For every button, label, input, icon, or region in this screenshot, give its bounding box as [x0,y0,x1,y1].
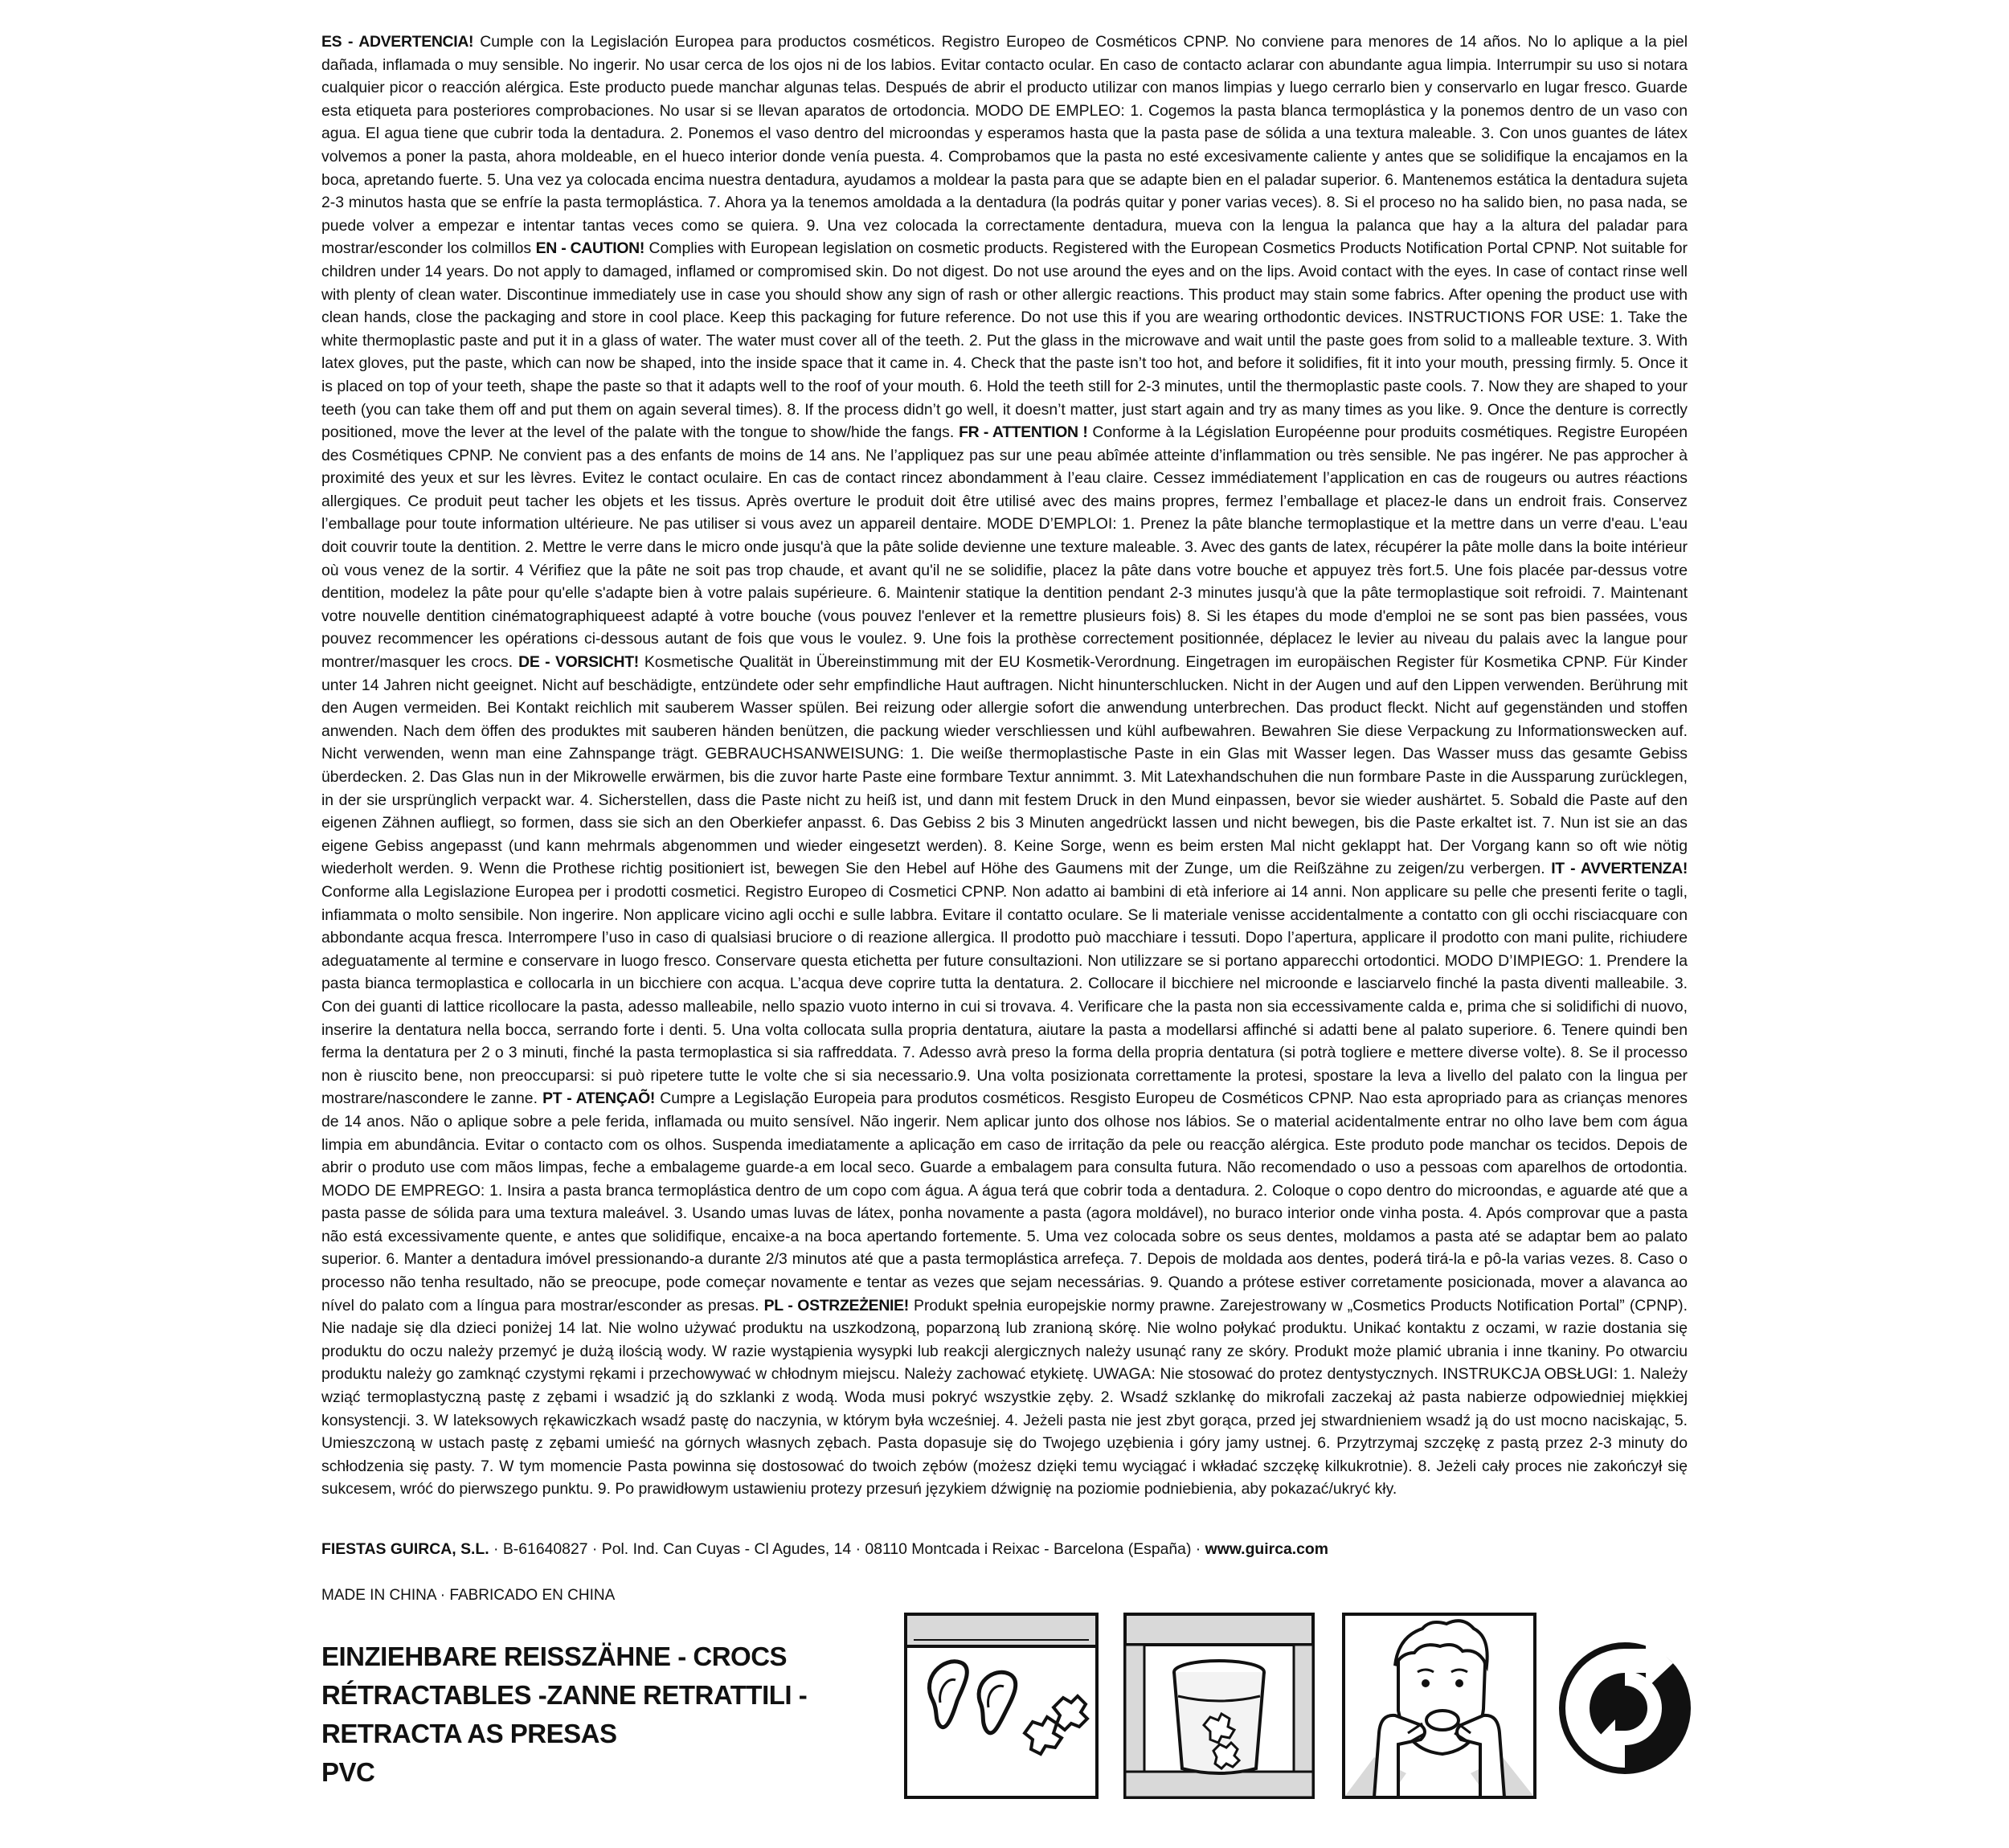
warning-text-pt: Cumpre a Legislação Europeia para produtos cosméticos. Resgisto Europeu de Cosméticos CPNP. Nao esta apropriado para as crianças menores de 14 anos. Não o aplique sobre a pele ferida, inflamada ou muito sensível. Não ingerir. Nem aplicar junto dos olhose nos lábios. Se o material acidentalmente entrar no olho lave bem com água limpia em abundância. Evitar o contacto com os olhos. Suspenda imediatamente a aplicação em caso de irritação da pele ou reacção alérgica. Este produto pode manchar os tecidos. Depois de abrir o produto use com mãos limpas, feche a embalageme guarde-a em local seco. Guarde a embalagem para consulta futura. Não recomendado o uso a pessoas com aparelhos de ortodontia. MODO DE EMPREGO: 1. Insira a pasta branca termoplástica dentro de um copo com água. A água terá que cobrir toda a dentadura. 2. Coloque o copo dentro do microondas, e aguarde até que a pasta passe de sólida para uma textura maleável. 3. Usando umas luvas de látex, ponha novamente a pasta (agora moldável), no buraco interior onde vinha posta. 4. Após comprovar que a pasta não está excessivamente quente, e antes que solidifique, encaixe-a na boca apertando fortemente. 5. Uma vez colocada sobre os seus dentes, moldamos a pasta até se adaptar bem ao palato superior. 6. Manter a dentadura imóvel pressionando-a durante 2/3 minutos até que a pasta termoplástica arrefeça. 7. Depois de moldada aos dentes, poderá tirá-la e pô-la varias vezes. 8. Caso o processo não tenha resultado, não se preocupe, pode começar novamente e tentar as vezes que sejam necessárias. 9. Quando a prótese estiver corretamente posicionada, mover a alavanca ao nível do palato com a língua para mostrar/esconder as presas. [321,1090,1688,1314]
warning-label-es: ES - ADVERTENCIA! [321,33,474,51]
company-website: www.guirca.com [1205,1540,1329,1558]
warning-text-en: Complies with European legislation on cosmetic products. Registered with the European Cosmetics Products Notification Portal CPNP. Not suitable for children under 14 years. Do not apply to damaged, inflamed or compromised skin. Do not digest. Do not use around the eyes and on the lips. Avoid contact with the eyes. In case of contact rinse well with plenty of clean water. Discontinue immediately use in case you should show any sign of rash or other allergic reactions. This product may stain some fabrics. After opening the product use with clean hands, close the packaging and store in cool place. Keep this packaging for future reference. Do not use this if you are wearing orthodontic devices. INSTRUCTIONS FOR USE: 1. Take the white thermoplastic paste and put it in a glass of water. The water must cover all of the teeth. 2. Put the glass in the microwave and wait until the paste goes from solid to a malleable texture. 3. With latex gloves, put the paste, which can now be shaped, into the inside space that it came in. 4. Check that the paste isn’t too hot, and before it solidifies, fit it into your mouth, pressing firmly. 5. Once it is placed on top of your teeth, shape the paste so that it adapts well to the roof of your mouth. 6. Hold the teeth still for 2-3 minutes, until the thermoplastic paste cools. 7. Now they are shaped to your teeth (you can take them off and put them on again several times). 8. If the process didn’t go well, it doesn’t matter, just start again and try as many times as you like. 9. Once the denture is correctly positioned, move the lever at the level of the palate with the tongue to show/hide the fangs. [321,239,1688,442]
warning-label-it: IT - AVVERTENZA! [1551,860,1688,878]
green-dot-icon [1556,1639,1694,1777]
company-info [321,1540,1688,1559]
warnings-text [321,31,1688,1501]
warning-label-fr: FR - ATTENTION ! [959,423,1088,442]
microwave-glass-icon [1123,1613,1315,1799]
warning-label-en: EN - CAUTION! [535,239,644,258]
product-title [321,1637,884,1792]
warning-label-pl: PL - OSTRZEŻENIE! [763,1296,909,1314]
company-address: · B-61640827 · Pol. Ind. Can Cuyas - Cl Agudes, 14 · 08110 Montcada i Reixac - Barcelona (España) · [489,1540,1205,1558]
product-title-line-2: RÉTRACTABLES -ZANNE RETRATTILI - [321,1680,808,1710]
company-name: FIESTAS GUIRCA, S.L. [321,1540,489,1558]
warning-text-es: Cumple con la Legislación Europea para productos cosméticos. Registro Europeo de Cosméticos CPNP. No conviene para menores de 14 años. No lo aplique a la piel dañada, inflamada o muy sensible. No ingerir. No usar cerca de los ojos ni de los labios. Evitar contacto ocular. En caso de contacto aclarar con abundante agua limpia. Interrumpir su uso si notara cualquier picor o reacción alérgica. Este producto puede manchar algunas telas. Después de abrir el producto utilizar con manos limpias y luego cerrarlo bien y conservarlo en lugar fresco. Guarde esta etiqueta para posteriores comprobaciones. No usar si se llevan aparatos de ortodoncia. MODO DE EMPLEO: 1. Cogemos la pasta blanca termoplástica y la ponemos dentro de un vaso con agua. El agua tiene que cubrir toda la dentadura. 2. Ponemos el vaso dentro del microondas y esperamos hasta que la pasta pase de sólida a una textura maleable. 3. Con unos guantes de látex volvemos a poner la pasta, ahora moldeable, en el hueco interior donde venía puesta. 4. Comprobamos que la pasta no esté excesivamente caliente y antes que se solidifique la encajamos en la boca, apretando fuerte. 5. Una vez ya colocada encima nuestra dentadura, ayudamos a moldear la pasta para que se adapte bien en el paladar superior. 6. Mantenemos estática la dentadura sujeta 2-3 minutos hasta que se enfríe la pasta termoplástica. 7. Ahora ya la tenemos amoldada a la dentadura (la podrás quitar y poner varias veces). 8. Si el proceso no ha salido bien, no pasa nada, se puede volver a empezar e intentar tantas veces como se quiera. 9. Una vez colocada la correctamente dentadura, mueva con la lengua la palanca que hay a la altura del paladar para mostrar/esconder los colmillos [321,33,1688,258]
warning-text-fr: Conforme à la Législation Européenne pour produits cosmétiques. Registre Européen des Cosmétiques CPNP. Ne convient pas a des enfants de moins de 14 ans. Ne l’appliquez pas sur une peau abîmée atteinte d’inflammation ou très sensible. Ne pas ingérer. Ne pas approcher à proximité des yeux et sur les lèvres. Evitez le contact oculaire. En cas de contact rincez abondamment à l’eau claire. Cessez immédiatement l’application en cas de rougeurs ou autres réactions allergiques. Ce produit peut tacher les objets et les tissus. Après overture le produit doit être utilisé avec des mains propres, fermez l’emballage et placez-le dans un endroit frais. Conservez l’emballage pour toute information ultérieure. Ne pas utiliser si vous avez un appareil dentaire. MODE D’EMPLOI: 1. Prenez la pâte blanche termoplastique et la mettre dans un verre d'eau. L'eau doit couvrir toute la dentition. 2. Mettre le verre dans le micro onde jusqu'à que la pâte solide devienne une texture maleable. 3. Avec des gants de latex, récupérer la pâte molle dans la boite intérieur où vous venez de la sortir. 4 Vérifiez que la pâte ne soit pas trop chaude, et avant qu'il ne se solidifie, placez la pâte dans votre bouche et appuyez très fort.5. Une fois placée par-dessus votre dentition, modelez la pâte pour qu'elle s'adapte bien à votre palais supérieure. 6. Maintenir statique la dentition pendant 2-3 minutes jusqu'à que la pâte termoplastique soit refroidi. 7. Maintenant votre nouvelle dentition cinématographiqueest adapté à votre bouche (vous pouvez l'enlever et la remettre plusieurs fois) 8. Si les étapes du mode d'emploi ne se sont pas bien passées, vous pouvez recommencer les opérations ci-dessous autant de fois que vous le voulez. 9. Une fois la prothèse correctement positionnée, déplacez le levier au niveau du palais avec la langue pour montrer/masquer les crocs. [321,423,1688,672]
product-title-line-3: RETRACTA AS PRESAS [321,1719,617,1748]
product-title-line-4: PVC [321,1757,375,1787]
warning-text-pl: Produkt spełnia europejskie normy prawne. Zarejestrowany w „Cosmetics Products Notification Portal” (CPNP). Nie nadaje się dla dzieci poniżej 14 lat. Nie wolno używać produktu na uszkodzoną, poparzoną lub zranioną skórę. Nie wolno połykać produktu. Unikać kontaktu z oczami, w razie dostania się produktu do oczu należy przemyć je dużą ilością wody. W razie wystąpienia wysypki lub reakcji alergicznych należy usunąć rany ze skóry. Produkt może plamić ubrania i inne tkaniny. Po otwarciu produktu należy go zamknąć czystymi rękami i przechowywać w chłodnym miejscu. Należy zachować etykietę. UWAGA: Nie stosować do protez dentystycznych. INSTRUKCJA OBSŁUGI: 1. Należy wziąć termoplastyczną pastę z zębami i wsadzić ją do szklanki z wodą. Woda musi pokryć wszystkie zęby. 2. Wsadź szklankę do mikrofali zaczekaj aż pasta nabierze odpowiedniej miękkiej konsystencji. 3. W lateksowych rękawiczkach wsadź pastę do naczynia, w którym była wcześniej. 4. Jeżeli pasta nie jest zbyt gorąca, przed jej stwardnieniem wsadź ją do ust mocno naciskając, 5. Umieszczoną w ustach pastę z zębami umieść na górnych własnych zębach. Pasta dopasuje się do Twojego uzębienia i góry jamy ustnej. 6. Przytrzymaj szczękę z pastą przez 2-3 minuty do schłodzenia się pasty. 7. W tym momencie Pasta powinna się dostosować do twoich zębów (możesz dzięki temu wyciągać i wkładać szczękę kilkukrotnie). 8. Jeżeli cały proces nie zakończył się sukcesem, wróć do pierwszego punktu. 9. Po prawidłowym ustawieniu protezy przesuń językiem dźwignię na poziomie podniebienia, aby pokazać/ukryć kły. [321,1296,1688,1498]
product-title-line-1: EINZIEHBARE REISSZÄHNE - CROCS [321,1642,788,1671]
boy-fitting-teeth-icon [1342,1613,1536,1799]
warning-text-de: Kosmetische Qualität in Übereinstimmung mit der EU Kosmetik-Verordnung. Eingetragen im europäischen Register für Kosmetika CPNP. Für Kinder unter 14 Jahren nicht geeignet. Nicht auf beschädigte, entzündete oder sehr empfindliche Haut auftragen. Nicht hinunterschlucken. Nicht in der Augen und auf den Lippen verwenden. Berührung mit den Augen vermeiden. Bei Kontakt reichlich mit sauberem Wasser spülen. Bei reizung oder allergie sofort die anwendung unterbrechen. Das product fleckt. Nicht auf gegenständen und stoffen anwenden. Nach dem öffen des produktes mit sauberen händen benützen, die packung wieder verschliessen und kühl aufbewahren. Bewahren Sie diese Verpackung zu Informationswecken auf. Nicht verwenden, wenn man eine Zahnspange trägt. GEBRAUCHSANWEISUNG: 1. Die weiße thermoplastische Paste in ein Glas mit Wasser legen. Das Wasser muss das gesamte Gebiss überdecken. 2. Das Glas nun in der Mikrowelle erwärmen, bis die zuvor harte Paste eine formbare Textur annimmt. 3. Mit Latexhandschuhen die nun formbare Paste in die Aussparung zurücklegen, in der sie ursprünglich verpackt war. 4. Sicherstellen, dass die Paste nicht zu heiß ist, und dann mit festem Druck in den Mund einpassen, bevor sie wieder aushärtet. 5. Sobald die Paste auf den eigenen Zähnen aufliegt, so formen, dass sie sich an den Oberkiefer anpasst. 6. Das Gebiss 2 bis 3 Minuten angedrückt lassen und nicht bewegen, bis die Paste erkaltet ist. 7. Nun ist sie an das eigene Gebiss angepasst (und kann mehrmals abgenommen und wieder eingesetzt werden). 8. Keine Sorge, wenn es beim ersten Mal nicht geklappt hat. Der Vorgang kann so oft wie nötig wiederholt werden. 9. Wenn die Prothese richtig positioniert ist, bewegen Sie den Hebel auf Höhe des Gaumens mit der Zunge, um die Reißzähne zu zeigen/zu verbergen. [321,653,1688,878]
warning-label-pt: PT - ATENÇAÕ! [542,1090,656,1108]
warning-label-de: DE - VORSICHT! [518,653,639,672]
made-in-text: MADE IN CHINA · FABRICADO EN CHINA [321,1587,616,1604]
teeth-in-tray-icon [904,1613,1099,1799]
warning-text-it: Conforme alla Legislazione Europea per i prodotti cosmetici. Registro Europeo di Cosmetici CPNP. Non adatto ai bambini di età inferiore ai 14 anni. Non applicare su pelle che presenti ferite o tagli, infiammata o molto sensibile. Non ingerire. Non applicare vicino agli occhi e sulle labbra. Evitare il contatto oculare. Se li materiale venisse accidentalmente a contatto con gli occhi risciacquare con abbondante acqua fresca. Interrompere l’uso in caso di qualsiasi bruciore o di reazione allergica. Il prodotto può macchiare i tessuti. Dopo l’apertura, applicare il prodotto con mani pulite, richiudere adeguatamente al termine e conservare in luogo fresco. Conservare questa etichetta per future consultazioni. Non utilizzare se si portano apparecchi ortodontici. MODO D’IMPIEGO: 1. Prendere la pasta bianca termoplastica e collocarla in un bicchiere con acqua. L’acqua deve coprire tutta la dentatura. 2. Collocare il bicchiere nel microonde e lasciarvelo finché la pasta diventi malleabile. 3. Con dei guanti di lattice ricollocare la pasta, adesso malleabile, nello spazio vuoto interno in cui si trovava. 4. Verificare che la pasta non sia eccessivamente calda e, prima che si solidifichi di nuovo, inserire la dentatura nella bocca, serrando forte i denti. 5. Una volta collocata sulla propria dentatura, aiutare la pasta a modellarsi affinché si adatti bene al palato superiore. 6. Tenere quindi ben ferma la dentatura per 2 o 3 minuti, finché la pasta termoplastica si sia raffreddata. 7. Adesso avrà preso la forma della propria dentatura (si potrà togliere e mettere diverse volte). 8. Se il processo non è riuscito bene, non preoccuparsi: si può ripetere tutte le volte che si sia necessario.9. Una volta posizionata correttamente la protesi, spostare la leva a livello del palato con la lingua per mostrare/nascondere le zanne. [321,882,1688,1108]
